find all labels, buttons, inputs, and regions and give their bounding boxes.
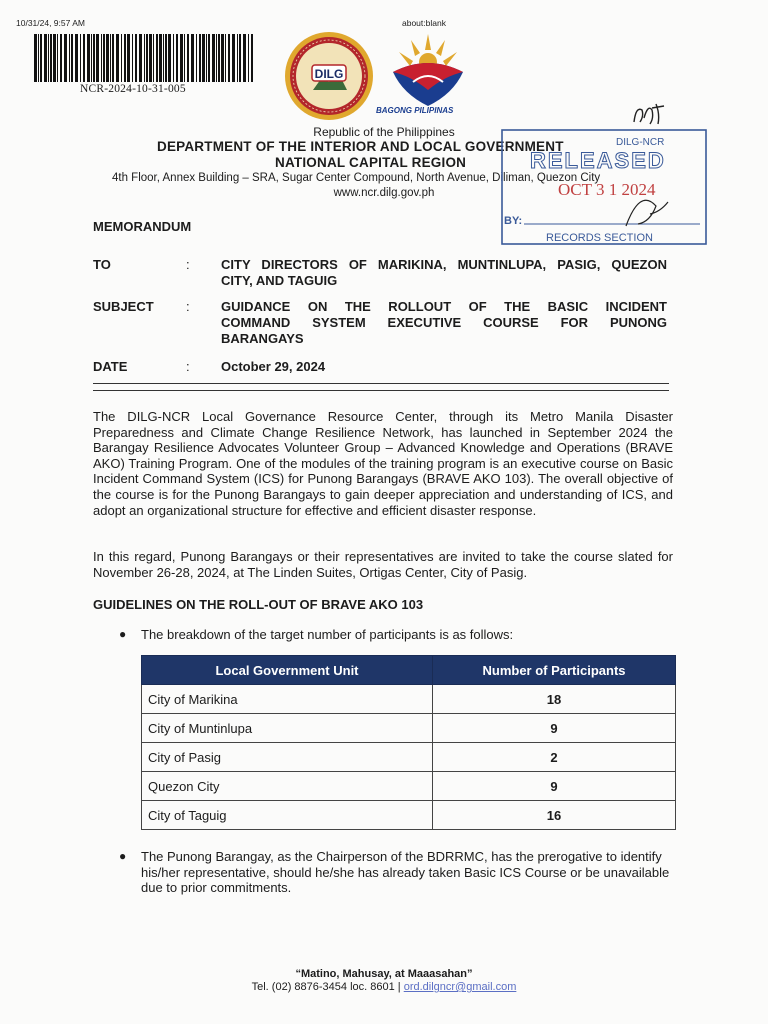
to-value <box>221 257 667 289</box>
footer-phone: Tel. (02) 8876-3454 loc. 8601 | <box>251 981 401 993</box>
date-value: October 29, 2024 <box>221 359 326 374</box>
table-row <box>142 685 676 714</box>
stamp-section: RECORDS SECTION <box>546 232 653 244</box>
memo-title: MEMORANDUM <box>93 219 192 234</box>
bagong-pilipinas-label: BAGONG PILIPINAS <box>376 106 454 115</box>
handwritten-initials <box>630 100 670 130</box>
column-header-participants: Number of Participants <box>433 656 676 685</box>
republic-line: Republic of the Philippines <box>313 125 455 139</box>
to-label: TO <box>93 257 111 272</box>
bagong-pilipinas-logo <box>383 32 473 116</box>
table-header-row <box>142 656 676 685</box>
bullet-icon: ● <box>119 627 127 641</box>
stamp-by-label: BY: <box>504 215 523 227</box>
to-colon: : <box>186 257 190 272</box>
column-header-lgu: Local Government Unit <box>142 656 433 685</box>
office-address: 4th Floor, Annex Building – SRA, Sugar Center Compound, North Avenue, Diliman, Quezon City <box>112 172 601 184</box>
lgu-cell: City of Taguig <box>142 801 433 830</box>
participants-cell: 2 <box>433 743 676 772</box>
footer-contact <box>0 981 768 993</box>
released-stamp <box>500 128 708 246</box>
table-row <box>142 772 676 801</box>
participants-cell: 18 <box>433 685 676 714</box>
lgu-cell: City of Marikina <box>142 685 433 714</box>
dilg-seal-logo <box>283 30 375 122</box>
header-divider <box>93 383 669 391</box>
to-value-line: CITY DIRECTORS OF MARIKINA, MUNTINLUPA, PASIG, QUEZON <box>221 257 667 272</box>
office-website: www.ncr.dilg.gov.ph <box>333 187 435 199</box>
body-paragraph-2: In this regard, Punong Barangays or their representatives are invited to take the course slated for November 26-28, 2024, at The Linden Suites, Ortigas Center, City of Pasig. <box>93 549 673 580</box>
date-label: DATE <box>93 359 128 374</box>
subject-line: COMMAND SYSTEM EXECUTIVE COURSE FOR PUNONG <box>221 315 667 330</box>
table-row <box>142 801 676 830</box>
lgu-cell: City of Pasig <box>142 743 433 772</box>
subject-line: GUIDANCE ON THE ROLLOUT OF THE BASIC INCIDENT <box>221 299 667 314</box>
dilg-seal-text: DILG <box>314 67 344 81</box>
print-datetime: 10/31/24, 9:57 AM <box>16 18 85 28</box>
lgu-cell: City of Muntinlupa <box>142 714 433 743</box>
subject-colon: : <box>186 299 190 314</box>
table-row <box>142 743 676 772</box>
date-colon: : <box>186 359 190 374</box>
to-value-line: CITY, AND TAGUIG <box>221 273 338 288</box>
stamp-date: OCT 3 1 2024 <box>558 180 656 199</box>
footer-motto: “Matino, Mahusay, at Maaasahan” <box>295 968 473 980</box>
print-url: about:blank <box>402 18 446 28</box>
participants-cell: 16 <box>433 801 676 830</box>
footer-email-link[interactable]: ord.dilgncr@gmail.com <box>403 981 517 993</box>
guidelines-heading: GUIDELINES ON THE ROLL-OUT OF BRAVE AKO 103 <box>93 597 424 612</box>
participants-cell: 9 <box>433 772 676 801</box>
department-name: DEPARTMENT OF THE INTERIOR AND LOCAL GOVERNMENT <box>157 139 564 154</box>
subject-value <box>221 299 667 347</box>
lgu-cell: Quezon City <box>142 772 433 801</box>
bullet-text-1: The breakdown of the target number of participants is as follows: <box>141 627 514 642</box>
subject-line: BARANGAYS <box>221 331 304 346</box>
region-name: NATIONAL CAPITAL REGION <box>275 155 467 170</box>
barcode <box>34 34 254 82</box>
reference-number: NCR-2024-10-31-005 <box>80 83 186 95</box>
stamp-office: DILG-NCR <box>616 137 665 148</box>
stamp-status: RELEASED <box>530 148 666 173</box>
table-row <box>142 714 676 743</box>
participants-cell: 9 <box>433 714 676 743</box>
bullet-icon: ● <box>119 849 127 863</box>
subject-label: SUBJECT <box>93 299 154 314</box>
bullet-text-2: The Punong Barangay, as the Chairperson of the BDRRMC, has the prerogative to identify his/her representative, should he/she has already taken Basic ICS Course or be unavailable due to prior commitments. <box>141 849 670 896</box>
participants-table <box>141 655 676 830</box>
body-paragraph-1: The DILG-NCR Local Governance Resource Center, through its Metro Manila Disaster Preparedness and Climate Change Resilience Network, has launched in September 2024 the Barangay Resilience Advocates Volunteer Group – Advanced Knowledge and Operations (BRAVE AKO) Training Program. One of the modules of the training program is an executive course on Basic Incident Command System (ICS) for Punong Barangays (BRAVE AKO 103). The overall objective of the course is for the Punong Barangays to gain deeper appreciation and understanding of ICS, and adopt an organizational structure for effective and efficient disaster response. <box>93 409 673 518</box>
